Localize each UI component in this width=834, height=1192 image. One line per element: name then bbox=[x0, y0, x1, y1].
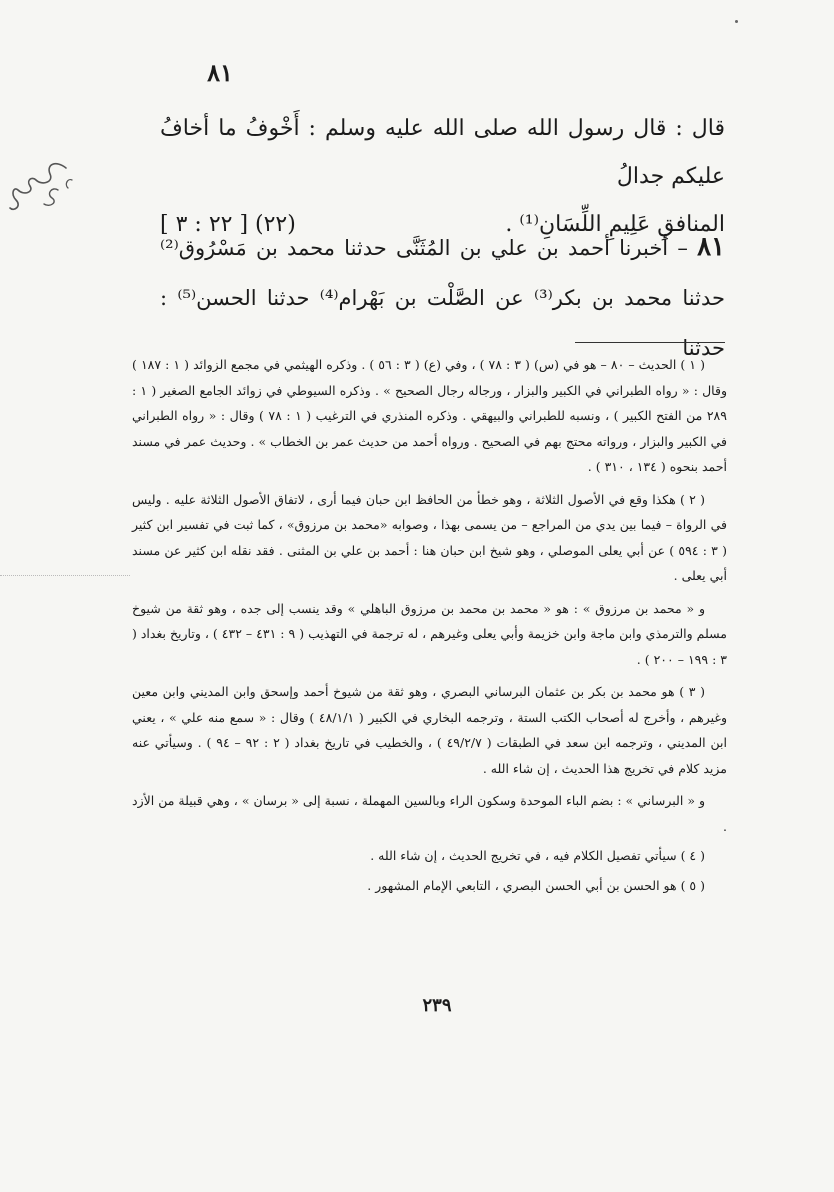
scan-artifact-line bbox=[0, 575, 130, 576]
margin-handwriting-note bbox=[6, 150, 78, 220]
page-number-bottom: ٢٣٩ bbox=[422, 995, 452, 1016]
footnote-3: ( ٣ ) هو محمد بن بكر بن عثمان البرساني البصري ، وهو ثقة من شيوخ أحمد وإسحق وابن المديني وابن معين وغيرهم ، وأخرج له أصحاب الكتب الستة ، وترجمه البخاري في الكبير ( ٤٨/١/١ ) وقال : « سمع منه علي » ، يعني ابن المديني ، وترجمه ابن سعد في الطبقات ( ٤٩/٢/٧ ) ، والخطيب في تاريخ بغداد ( ٢ : ٩٢ – ٩٤ ) . وسيأتي عنه مزيد كلام في تخريج هذا الحديث ، إن شاء الله . bbox=[132, 684, 727, 776]
footnote-5: ( ٥ ) هو الحسن بن أبي الحسن البصري ، التابعي الإمام المشهور . bbox=[367, 877, 705, 893]
footnote-3-continued: و « البرساني » : بضم الباء الموحدة وسكون الراء وبالسين المهملة ، نسبة إلى « برسان » ، وهي قبيلة من الأزد . bbox=[132, 793, 727, 834]
main-text-line-1: قال : قال رسول الله صلى الله عليه وسلم : أَخْوفُ ما أخافُ عليكم جدالُ bbox=[160, 116, 725, 189]
hadith-number: ٨١ bbox=[697, 232, 725, 262]
footnotes-section bbox=[132, 352, 727, 902]
hadith-81-block bbox=[160, 222, 725, 373]
main-text-line-2-text: المنافقِ عَلِيمِ اللِّسَانِ⁽¹⁾ . bbox=[505, 212, 725, 237]
footnote-separator-rule bbox=[575, 342, 725, 343]
handwritten-sahih-mark bbox=[6, 150, 78, 220]
page-number-top: ٨١ bbox=[207, 58, 233, 87]
hadith-isnad-text: – أخبرنا أحمد بن علي بن المُثَنَّى حدثنا محمد بن مَسْرُوق⁽²⁾ حدثنا محمد بن بكر⁽³⁾ عن الصَّلْت بن بَهْرام⁽⁴⁾ حدثنا الحسن⁽⁵⁾ : حدثنا bbox=[160, 236, 725, 360]
footnote-1: ( ١ ) الحديث – ٨٠ – هو في (س) ( ٣ : ٧٨ ) ، وفي (ع) ( ٣ : ٥٦ ) . وذكره الهيثمي في مجمع الزوائد ( ١ : ١٨٧ ) وقال : « رواه الطبراني في الكبير والبزار ، ورجاله رجال الصحيح » . وذكره السيوطي في زوائد الجامع الصغير ( ١ : ٢٨٩ من الفتح الكبير ) ، ونسبه للطبراني والبيهقي . وذكره المنذري في الترغيب ( ١ : ٧٨ ) وقال : « رواه الطبراني في الكبير والبزار ، ورواته محتج بهم في الصحيح . ورواه أحمد من حديث عمر بن الخطاب » . وحديث عمر في مسند أحمد بنحوه ( ١٣٤ ، ٣١٠ ) . bbox=[132, 357, 728, 474]
hadith-reference-numbers: (٢٢) [ ٢٢ : ٣ ] bbox=[160, 212, 296, 237]
footnote-2: ( ٢ ) هكذا وقع في الأصول الثلاثة ، وهو خطأ من الحافظ ابن حبان فيما أرى ، لاتفاق الأصول الثلاثة عليه . وليس في الرواة – فيما بين يدي من المراجع – من يسمى بهذا ، وصوابه «محمد بن مرزوق» ، كما ثبت في تفسير ابن كثير ( ٣ : ٥٩٤ ) عن أبي يعلى الموصلي ، وهو شيخ ابن حبان هنا : أحمد بن علي بن المثنى . فقد نقله ابن كثير عن مسند أبي يعلى . bbox=[132, 491, 727, 583]
scan-speck bbox=[735, 20, 738, 23]
footnote-4: ( ٤ ) سيأتي تفصيل الكلام فيه ، في تخريج الحديث ، إن شاء الله . bbox=[370, 848, 705, 863]
footnote-2-continued: و « محمد بن مرزوق » : هو « محمد بن محمد بن مرزوق الباهلي » وقد ينسب إلى جده ، وهو ثقة من شيوخ مسلم والترمذي وابن ماجة وابن خزيمة وأبي يعلى وغيرهم ، له ترجمة في التهذيب ( ٩ : ٤٣١ – ٤٣٢ ) ، وتاريخ بغداد ( ٣ : ١٩٩ – ٢٠٠ ) . bbox=[132, 600, 727, 667]
